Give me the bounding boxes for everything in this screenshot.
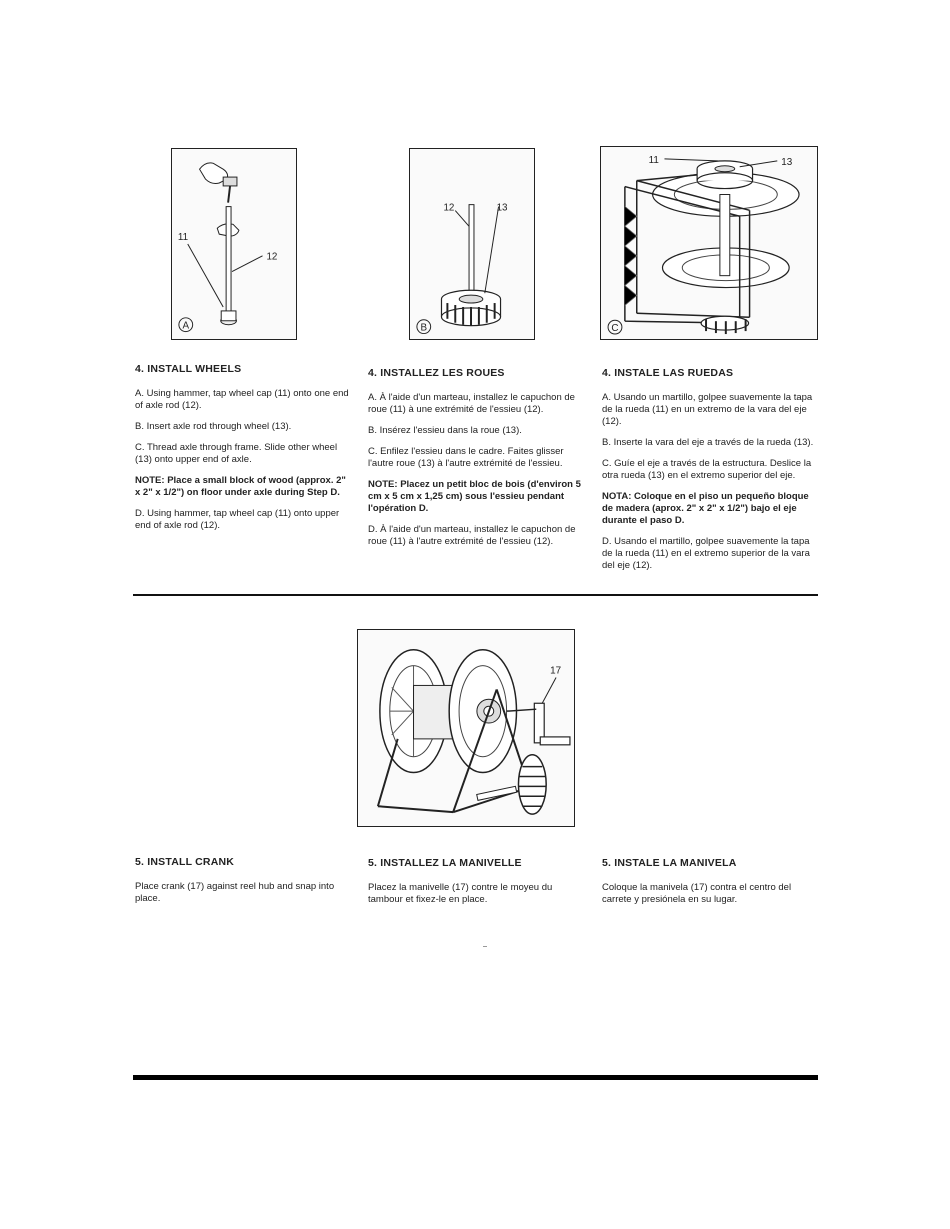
callout-13: 13	[781, 156, 793, 168]
figure-a-illustration	[172, 149, 296, 339]
callout-12: 12	[266, 251, 278, 263]
step4-es-step-b: B. Inserte la vara del eje a través de la rueda (13).	[602, 437, 814, 448]
step4-es-step-d: D. Usando el martillo, golpee suavemente la tapa de la rueda (11) en el extremo superior de la vara del eje (12).	[602, 536, 810, 571]
section-divider	[133, 594, 818, 596]
step5-es-text: Coloque la manivela (17) contra el centro del carrete y presiónela en su lugar.	[602, 882, 792, 905]
step4-en-step-a: A. Using hammer, tap wheel cap (11) onto one end of axle rod (12).	[135, 388, 349, 411]
step4-fr-step-c: C. Enfilez l'essieu dans le cadre. Faites glisser l'autre roue (13) à l'autre extrémité de l'essieu.	[368, 446, 564, 469]
figure-c-illustration	[601, 147, 817, 339]
callout-11: 11	[177, 232, 189, 244]
step4-en-step-d: D. Using hammer, tap wheel cap (11) onto upper end of axle rod (12).	[135, 508, 340, 531]
figure-b-illustration	[410, 149, 534, 339]
step5-en-text: Place crank (17) against reel hub and snap into place.	[135, 881, 335, 904]
step4-english-column	[135, 363, 353, 541]
callout-12: 12	[443, 202, 455, 214]
callout-17: 17	[550, 665, 562, 677]
step4-fr-step-b: B. Insérez l'essieu dans la roue (13).	[368, 425, 522, 436]
step4-french-column	[368, 367, 586, 557]
step4-es-step-c: C. Guíe el eje a través de la estructura. Deslice la otra rueda (13) en el extremo superior del eje.	[602, 458, 812, 481]
scan-speck	[483, 946, 487, 947]
figure-label-a: A	[182, 320, 190, 332]
figure-d-crank	[357, 629, 575, 827]
step4-en-step-b: B. Insert axle rod through wheel (13).	[135, 421, 292, 432]
step4-es-note: NOTA: Coloque en el piso un pequeño bloque de madera (aprox. 2" x 2" x 1/2") bajo el eje durante el paso D.	[602, 491, 809, 526]
step4-fr-note: NOTE: Placez un petit bloc de bois (d'environ 5 cm x 5 cm x 1,25 cm) sous l'essieu pendant l'opération D.	[368, 479, 581, 514]
step4-heading-en: 4. INSTALL WHEELS	[135, 363, 242, 375]
step4-en-step-c: C. Thread axle through frame. Slide other wheel (13) onto upper end of axle.	[135, 442, 338, 465]
step4-en-note: NOTE: Place a small block of wood (approx. 2" x 2" x 1/2") on floor under axle during Step D.	[135, 475, 346, 498]
figure-d-illustration	[358, 630, 574, 826]
step4-heading-es: 4. INSTALE LAS RUEDAS	[602, 367, 734, 379]
step4-fr-step-d: D. À l'aide d'un marteau, installez le capuchon de roue (11) à l'autre extrémité de l'essieu (12).	[368, 524, 576, 547]
callout-13: 13	[496, 202, 508, 214]
step5-heading-en: 5. INSTALL CRANK	[135, 856, 235, 868]
step4-es-step-a: A. Usando un martillo, golpee suavemente la tapa de la rueda (11) en un extremo de la vara del eje (12).	[602, 392, 813, 427]
step5-heading-fr: 5. INSTALLEZ LA MANIVELLE	[368, 857, 522, 869]
step4-fr-step-a: A. À l'aide d'un marteau, installez le capuchon de roue (11) à une extrémité de l'essieu (12).	[368, 392, 575, 415]
figure-label-c: C	[611, 323, 619, 335]
step4-heading-fr: 4. INSTALLEZ LES ROUES	[368, 367, 505, 379]
figure-a-wheel-cap	[171, 148, 297, 340]
step5-spanish-column	[602, 857, 820, 915]
step4-spanish-column	[602, 367, 820, 581]
figure-b-insert-axle	[409, 148, 535, 340]
callout-11: 11	[648, 154, 659, 166]
step5-heading-es: 5. INSTALE LA MANIVELA	[602, 857, 737, 869]
step5-french-column	[368, 857, 586, 915]
step5-english-column	[135, 856, 340, 914]
step5-fr-text: Placez la manivelle (17) contre le moyeu du tambour et fixez-le en place.	[368, 882, 553, 905]
footer-rule	[133, 1075, 818, 1080]
figure-c-frame-wheels	[600, 146, 818, 340]
figure-label-b: B	[420, 322, 428, 334]
